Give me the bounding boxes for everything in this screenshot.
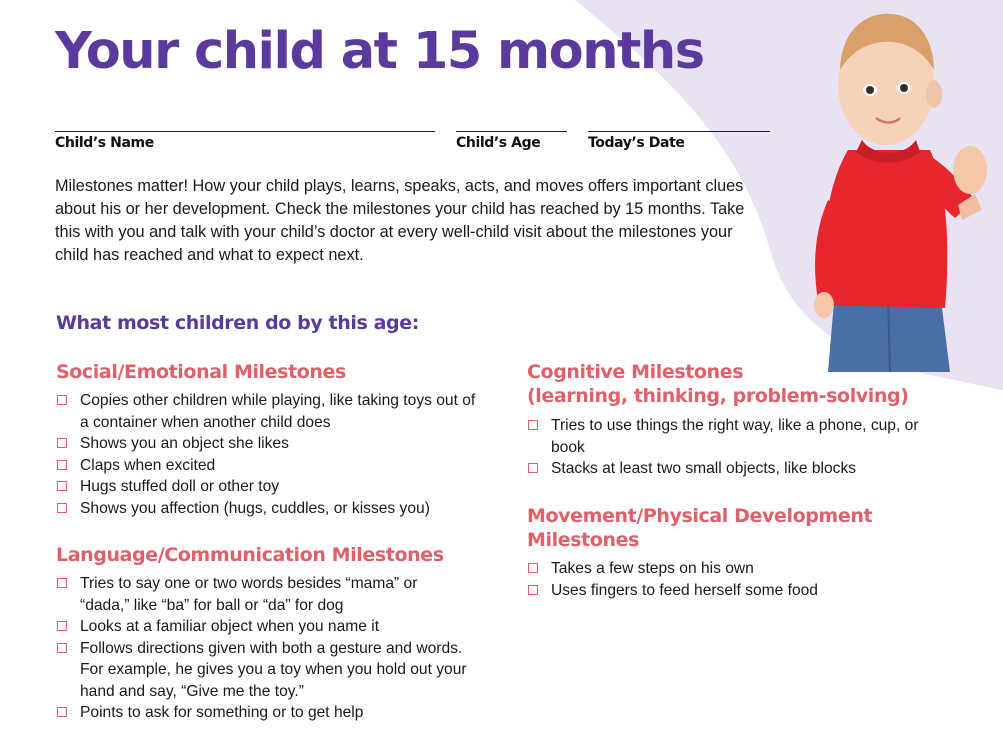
checkbox[interactable] xyxy=(57,481,67,491)
milestone-item: Follows directions given with both a gesture and words. For example, he gives you a toy when you hold out your hand and say, “Give me the toy.” xyxy=(56,638,468,703)
child-name-field[interactable] xyxy=(55,131,435,151)
checkbox[interactable] xyxy=(528,563,538,573)
milestone-item: Uses fingers to feed herself some food xyxy=(527,580,927,602)
checkbox[interactable] xyxy=(57,460,67,470)
checkbox[interactable] xyxy=(57,578,67,588)
checkbox[interactable] xyxy=(57,707,67,717)
language-communication-title: Language/Communication Milestones xyxy=(56,544,444,566)
movement-physical-title-cont: Milestones xyxy=(527,529,639,551)
checkbox[interactable] xyxy=(57,643,67,653)
milestone-item: Tries to use things the right way, like a phone, cup, or book xyxy=(527,415,927,458)
checkbox[interactable] xyxy=(528,463,538,473)
milestone-item: Claps when excited xyxy=(56,455,476,477)
todays-date-label: Today’s Date xyxy=(588,135,685,151)
social-emotional-list xyxy=(56,390,476,519)
milestone-item: Copies other children while playing, like taking toys out of a container when another child does xyxy=(56,390,476,433)
child-age-label: Child’s Age xyxy=(456,135,541,151)
checkbox[interactable] xyxy=(57,438,67,448)
intro-paragraph: Milestones matter! How your child plays, learns, speaks, acts, and moves offers important clues about his or her development. Check the milestones your child has reached by 15 months. Take this with you and talk with your child’s doctor at every well-child visit about the milestones your child has reached and what to expect next. xyxy=(55,177,745,264)
checkbox[interactable] xyxy=(528,420,538,430)
child-age-field[interactable] xyxy=(456,131,567,151)
language-communication-heading xyxy=(56,543,444,567)
milestone-item: Tries to say one or two words besides “mama” or “dada,” like “ba” for ball or “da” for dog xyxy=(56,573,468,616)
milestone-item: Hugs stuffed doll or other toy xyxy=(56,476,476,498)
movement-physical-list xyxy=(527,558,927,601)
page-title: Your child at 15 months xyxy=(55,22,704,81)
checkbox[interactable] xyxy=(57,395,67,405)
social-emotional-heading xyxy=(56,360,346,384)
milestone-item: Looks at a familiar object when you name it xyxy=(56,616,468,638)
milestone-item: Takes a few steps on his own xyxy=(527,558,927,580)
social-emotional-title: Social/Emotional Milestones xyxy=(56,361,346,383)
milestone-item: Points to ask for something or to get help xyxy=(56,702,468,724)
cognitive-heading xyxy=(527,360,909,408)
checkbox[interactable] xyxy=(57,621,67,631)
checkbox[interactable] xyxy=(57,503,67,513)
cognitive-list xyxy=(527,415,927,480)
milestone-item: Shows you affection (hugs, cuddles, or kisses you) xyxy=(56,498,476,520)
movement-physical-title: Movement/Physical Development xyxy=(527,505,873,527)
movement-physical-heading xyxy=(527,504,872,552)
todays-date-field[interactable] xyxy=(588,131,770,151)
child-name-label: Child’s Name xyxy=(55,135,154,151)
section-heading: What most children do by this age: xyxy=(56,312,419,334)
milestone-item: Stacks at least two small objects, like blocks xyxy=(527,458,927,480)
language-communication-list xyxy=(56,573,468,724)
cognitive-subtitle: (learning, thinking, problem-solving) xyxy=(527,385,909,407)
toddler-photo xyxy=(800,0,1003,372)
checkbox[interactable] xyxy=(528,585,538,595)
cognitive-title: Cognitive Milestones xyxy=(527,361,744,383)
milestone-item: Shows you an object she likes xyxy=(56,433,476,455)
